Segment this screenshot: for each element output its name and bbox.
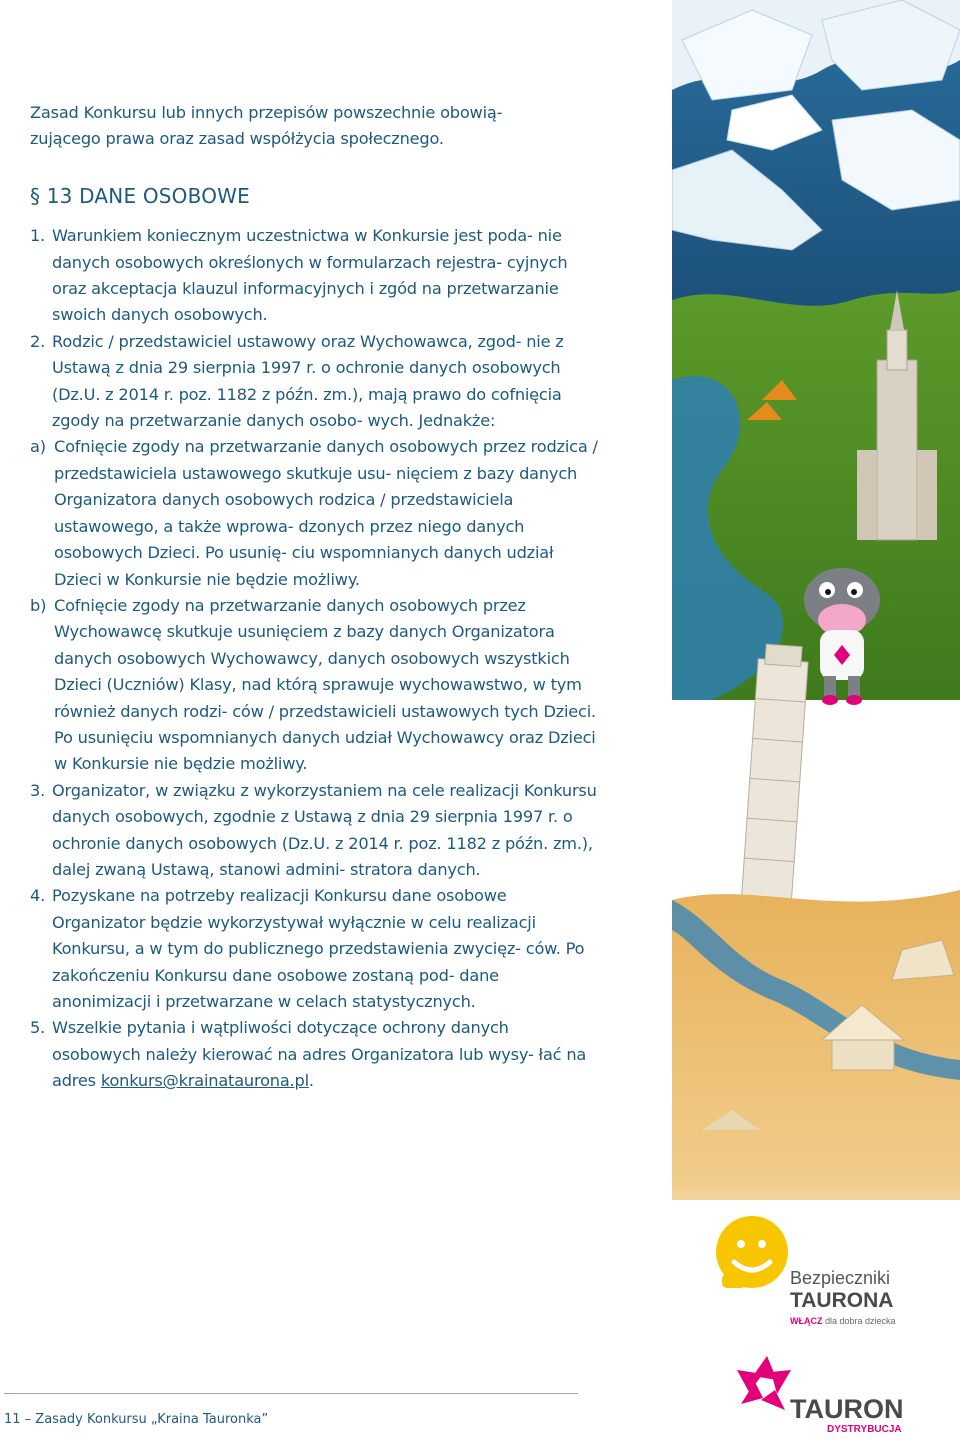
bezpieczniki-smiley-icon <box>716 1216 788 1288</box>
logos-svg <box>672 1200 960 1439</box>
section-title: § 13 DANE OSOBOWE <box>30 183 250 208</box>
list-item: 5. Wszelkie pytania i wątpliwości dotyczące ochrony danych osobowych należy kierować na adres Organizatora lub wysy- łać na adres konkurs@krainataurona.pl. <box>30 1015 600 1094</box>
bezpieczniki-line2: TAURONA <box>790 1289 894 1312</box>
list-item-text: Wszelkie pytania i wątpliwości dotyczące ochrony danych osobowych należy kierować na adres Organizatora lub wysy- łać na adres konkurs@krainataurona.pl. <box>52 1018 587 1091</box>
list-item: 3. Organizator, w związku z wykorzystaniem na cele realizacji Konkursu danych osobowych, zgodnie z Ustawą z dnia 29 sierpnia 1997 r. o ochronie danych osobowych (Dz.U. z 2014 r. poz. 1182 z późn. zm.), dalej zwaną Ustawą, stanowi admini- stratora danych. <box>30 778 600 884</box>
tauron-logo-icon <box>737 1356 791 1410</box>
list-item: 4. Pozyskane na potrzeby realizacji Konkursu dane osobowe Organizator będzie wykorzystywał wyłącznie w celu realizacji Konkursu, a w tym do publicznego przedstawienia zwycięz- ców. Po zakończeniu Konkursu dane osobowe zostaną pod- dane anonimizacji i przetwarzane w celach statystycznych. <box>30 883 600 1015</box>
fantasy-landscape-illustration <box>672 0 960 1330</box>
intro-line-2: zującego prawa oraz zasad współżycia społecznego. <box>30 129 444 149</box>
list-item: 2. Rodzic / przedstawiciel ustawowy oraz Wychowawca, zgod- nie z Ustawą z dnia 29 sierpnia 1997 r. o ochronie danych osobowych (Dz.U. z 2014 r. poz. 1182 z późn. zm.), mają prawo do cofnięcia zgody na przetwarzanie danych osobo- wych. Jednakże: <box>30 329 600 435</box>
list-item-text: Rodzic / przedstawiciel ustawowy oraz Wychowawca, zgod- nie z Ustawą z dnia 29 sierpnia 1997 r. o ochronie danych osobowych (Dz.U. z 2014 r. poz. 1182 z późn. zm.), mają prawo do cofnięcia zgody na przetwarzanie danych osobo- wych. Jednakże: <box>52 331 564 431</box>
page-footer: 11 – Zasady Konkursu „Kraina Tauronka” <box>4 1412 269 1427</box>
sub-list-item-text: Cofnięcie zgody na przetwarzanie danych osobowych przez rodzica / przedstawiciela ustawowego skutkuje usu- nięciem z bazy danych Organizatora danych osobowych rodzica / przedstawiciela ustawowego, a także wprowa- dzonych przez niego danych osobowych Dzieci. Po usunię- ciu wspomnianych danych udział Dzieci w Konkursie nie będzie możliwy. <box>54 437 598 589</box>
list-item-text: Warunkiem koniecznym uczestnictwa w Konkursie jest poda- nie danych osobowych określonych w formularzach rejestra- cyjnych oraz akceptacja klauzul informacyjnych i zgód na przetwarzanie swoich danych osobowych. <box>52 226 568 325</box>
illustration-panel <box>672 0 960 1330</box>
bezpieczniki-tagline: WŁĄCZ dla dobra dziecka <box>790 1316 896 1326</box>
sub-list-item: a) Cofnięcie zgody na przetwarzanie danych osobowych przez rodzica / przedstawiciela ustawowego skutkuje usu- nięciem z bazy danych Organizatora danych osobowych rodzica / przedstawiciela ustawowego, a także wprowa- dzonych przez niego danych osobowych Dzieci. Po usunię- ciu wspomnianych danych udział Dzieci w Konkursie nie będzie możliwy. <box>30 434 600 592</box>
bezpieczniki-line1: Bezpieczniki <box>790 1268 891 1288</box>
email-link[interactable]: konkurs@krainataurona.pl <box>100 1071 309 1091</box>
sub-list-item-text: Cofnięcie zgody na przetwarzanie danych osobowych przez Wychowawcę skutkuje usunięciem z bazy danych Organizatora danych osobowych Wychowawcy, danych osobowych wszystkich Dzieci (Uczniów) Klasy, nad którą sprawuje wychowawstwo, w tym również danych rodzi- ców / przedstawicieli ustawowych tych Dzieci. Po usunięciu wspomnianych danych udział Wychowawcy oraz Dzieci w Konkursie nie będzie możliwy. <box>54 595 597 774</box>
sub-list-item: b) Cofnięcie zgody na przetwarzanie danych osobowych przez Wychowawcę skutkuje usunięciem z bazy danych Organizatora danych osobowych Wychowawcy, danych osobowych wszystkich Dzieci (Uczniów) Klasy, nad którą sprawuje wychowawstwo, w tym również danych rodzi- ców / przedstawicieli ustawowych tych Dzieci. Po usunięciu wspomnianych danych udział Wychowawcy oraz Dzieci w Konkursie nie będzie możliwy. <box>30 593 600 778</box>
logos-area <box>672 1200 960 1439</box>
tauron-name: TAURON <box>790 1394 904 1424</box>
footer-divider <box>4 1393 578 1394</box>
intro-line-1: Zasad Konkursu lub innych przepisów powszechnie obowią- <box>30 103 503 122</box>
document-body <box>30 100 600 1095</box>
list-item-text: Pozyskane na potrzeby realizacji Konkursu dane osobowe Organizator będzie wykorzystywał wyłącznie w celu realizacji Konkursu, a w tym do publicznego przedstawienia zwycięz- ców. Po zakończeniu Konkursu dane osobowe zostaną pod- dane anonimizacji i przetwarzane w celach statystycznych. <box>52 886 585 1011</box>
list-item-text: Organizator, w związku z wykorzystaniem na cele realizacji Konkursu danych osobowych, zgodnie z Ustawą z dnia 29 sierpnia 1997 r. o ochronie danych osobowych (Dz.U. z 2014 r. poz. 1182 z późn. zm.), dalej zwaną Ustawą, stanowi admini- stratora danych. <box>52 780 597 879</box>
list-item: 1. Warunkiem koniecznym uczestnictwa w Konkursie jest poda- nie danych osobowych określonych w formularzach rejestra- cyjnych oraz akceptacja klauzul informacyjnych i zgód na przetwarzanie swoich danych osobowych. <box>30 223 600 329</box>
tauron-sub: DYSTRYBUCJA <box>827 1424 902 1435</box>
